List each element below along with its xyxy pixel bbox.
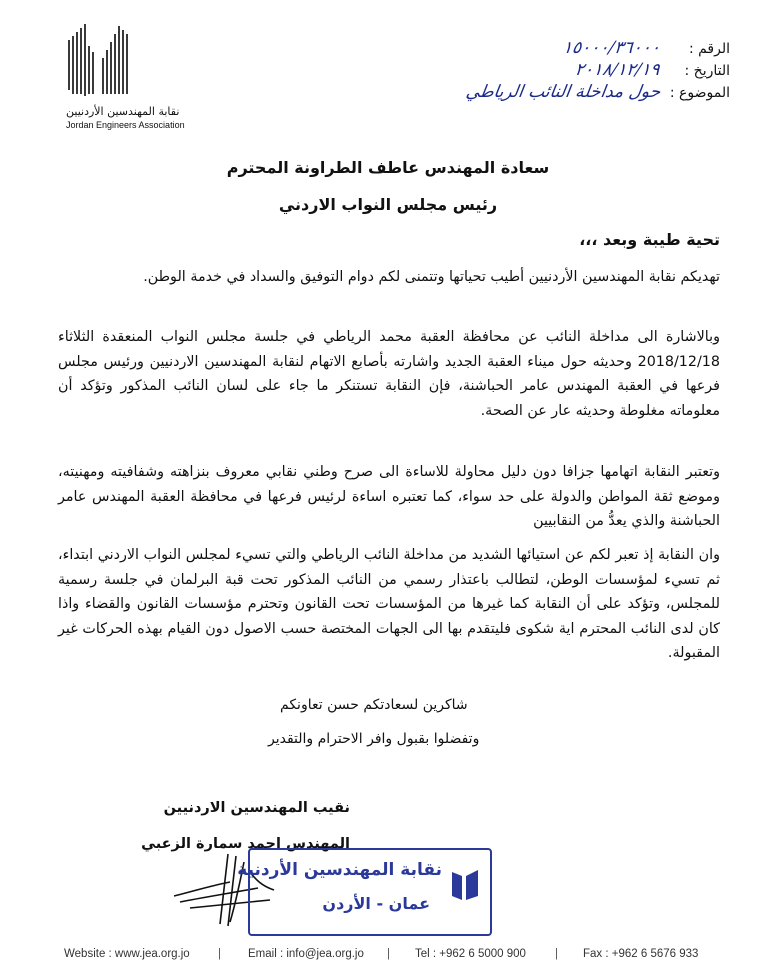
logo-english-name: Jordan Engineers Association: [66, 120, 185, 130]
footer-separator: |: [555, 948, 558, 960]
reference-number-row: [390, 38, 730, 60]
subject-value: حول مداخلة النائب الرياطي: [464, 82, 662, 102]
footer-telephone: Tel : +962 6 5000 900: [415, 948, 526, 960]
closing-thanks: شاكرين لسعادتكم حسن تعاونكم: [280, 697, 468, 713]
association-logo: [58, 22, 208, 130]
addressee-name: سعادة المهندس عاطف الطراونة المحترم: [226, 158, 550, 177]
footer-fax: Fax : +962 6 5676 933: [583, 948, 699, 960]
logo-arabic-name: نقابة المهندسين الأردنيين: [66, 105, 180, 118]
footer-contact-bar: [0, 946, 776, 966]
reference-number-label: الرقم :: [688, 41, 730, 57]
signatory-title: نقيب المهندسين الاردنيين: [163, 800, 350, 816]
jea-logo-icon: [68, 22, 132, 102]
body-paragraph: وتعتبر النقابة اتهامها جزافا دون دليل محاولة للاساءة الى صرح وطني نقابي معروف بنزاهته وشفافيته ومهنيته، وموضع ثقة المواطن والدولة على حد سواء، كما تعتبره اساءة لرئيس فرعها في محافظة العقبة المهندس عامر الحباشنة والذي يعدُّ من النقابيين: [58, 464, 720, 529]
date-value: ٢٠١٨/١٢/١٩: [574, 60, 662, 80]
body-paragraph: تهديكم نقابة المهندسين الأردنيين أطيب تحياتها وتتمنى لكم دوام التوفيق والسداد في خدمة الوطن.: [143, 269, 720, 285]
footer-email: Email : info@jea.org.jo: [248, 948, 364, 960]
association-stamp: [237, 848, 492, 936]
subject-label: الموضوع :: [669, 85, 730, 101]
footer-website: Website : www.jea.org.jo: [64, 948, 190, 960]
reference-number-value: ١٥٠٠٠/٣٦٠٠٠: [561, 38, 662, 58]
body-paragraph: وبالاشارة الى مداخلة النائب عن محافظة العقبة محمد الرياطي في جلسة مجلس النواب المنعقدة الثلاثاء 2018/12/18 وحديثه حول ميناء العقبة الجديد واشارته بأصابع الاتهام لنقابة المهندسين الاردنيين ورئيس مجلس فرعها في العقبة المهندس عامر الحباشنة، فإن النقابة تستنكر ما جاء على لسان النائب المذكور وتؤكد أن معلوماته مغلوطة وحديثه عار عن الصحة.: [58, 329, 720, 419]
body-paragraph: وان النقابة إذ تعبر لكم عن استيائها الشديد من مداخلة النائب الرياطي والتي تسيء لمجلس النواب الاردني ابتداء، ثم تسيء لمؤسسات الوطن، لتطالب باعتذار رسمي من النائب المذكور تحت قبة البرلمان في جلسة رسمية للمجلس، وتؤكد على أن النقابة كما غيرها من المؤسسات تحت القانون وتحترم مؤسسات القانون والقضاء واذا كان لدى النائب المحترم اية شكوى فليتقدم بها الى الجهات المختصة حسب الاصول دون القيام بهذه الحركات غير المقبولة.: [58, 547, 720, 661]
addressee-title: رئيس مجلس النواب الاردني: [278, 195, 498, 214]
stamp-logo-icon: [450, 866, 480, 902]
greeting: تحية طيبة وبعد ،،،: [579, 230, 720, 249]
stamp-association-name: نقابة المهندسين الأردنية: [237, 860, 442, 880]
signatory-name: المهندس احمد سمارة الزعبي: [141, 836, 350, 852]
subject-row: [390, 82, 730, 104]
reference-block: [390, 38, 730, 104]
date-label: التاريخ :: [684, 63, 730, 79]
stamp-city: عمان - الأردن: [322, 894, 430, 913]
date-row: [390, 60, 730, 82]
footer-separator: |: [218, 948, 221, 960]
footer-separator: |: [387, 948, 390, 960]
closing-regards: وتفضلوا بقبول وافر الاحترام والتقدير: [268, 731, 480, 747]
